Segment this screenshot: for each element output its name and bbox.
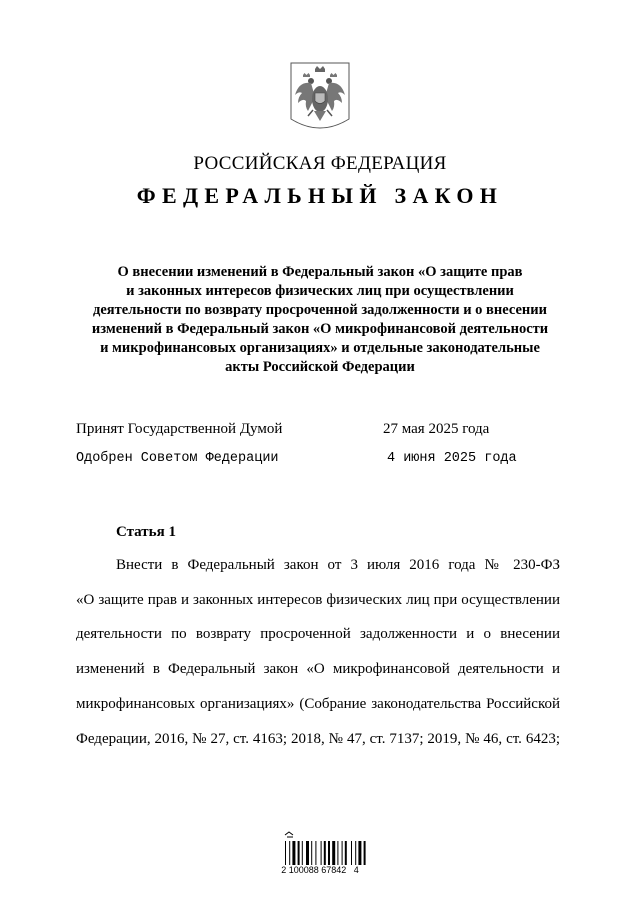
law-title-line: изменений в Федеральный закон «О микрофинансовой деятельности — [91, 321, 549, 337]
duma-adoption-label: Принят Государственной Думой — [76, 421, 283, 437]
law-title — [60, 263, 580, 377]
barcode-number: 2 100088 67842 4 — [281, 865, 359, 875]
country-name: РОССИЙСКАЯ ФЕДЕРАЦИЯ — [193, 153, 447, 174]
duma-adoption-date: 27 мая 2025 года — [383, 421, 490, 437]
law-title-line: деятельности по возврату просроченной задолженности и о внесении — [93, 302, 547, 318]
law-title-line: акты Российской Федерации — [225, 359, 415, 375]
article-text-line: «О защите прав и законных интересов физических лиц при осуществлении — [76, 592, 560, 608]
article-text-line: изменений в Федеральный закон «О микрофинансовой деятельности и — [76, 661, 560, 677]
article-text-line: деятельности по возврату просроченной задолженности и о внесении — [76, 626, 560, 642]
article-text-line: Внести в Федеральный закон от 3 июля 2016 года № 230-ФЗ — [116, 557, 560, 573]
document-type: ФЕДЕРАЛЬНЫЙ ЗАКОН — [136, 183, 504, 208]
law-title-line: и микрофинансовых организациях» и отдельные законодательные — [100, 340, 540, 356]
council-approval-date: 4 июня 2025 года — [387, 451, 517, 466]
law-title-line: О внесении изменений в Федеральный закон «О защите прав — [117, 264, 523, 280]
article-text-line: Федерации, 2016, № 27, ст. 4163; 2018, № 47, ст. 7137; 2019, № 46, ст. 6423; — [76, 731, 560, 747]
coat-of-arms-icon — [289, 61, 351, 137]
article-heading: Статья 1 — [116, 524, 176, 540]
article-text-line: микрофинансовых организациях» (Собрание законодательства Российской — [76, 696, 560, 712]
council-approval-label: Одобрен Советом Федерации — [76, 451, 279, 466]
law-title-line: и законных интересов физических лиц при осуществлении — [126, 283, 514, 299]
